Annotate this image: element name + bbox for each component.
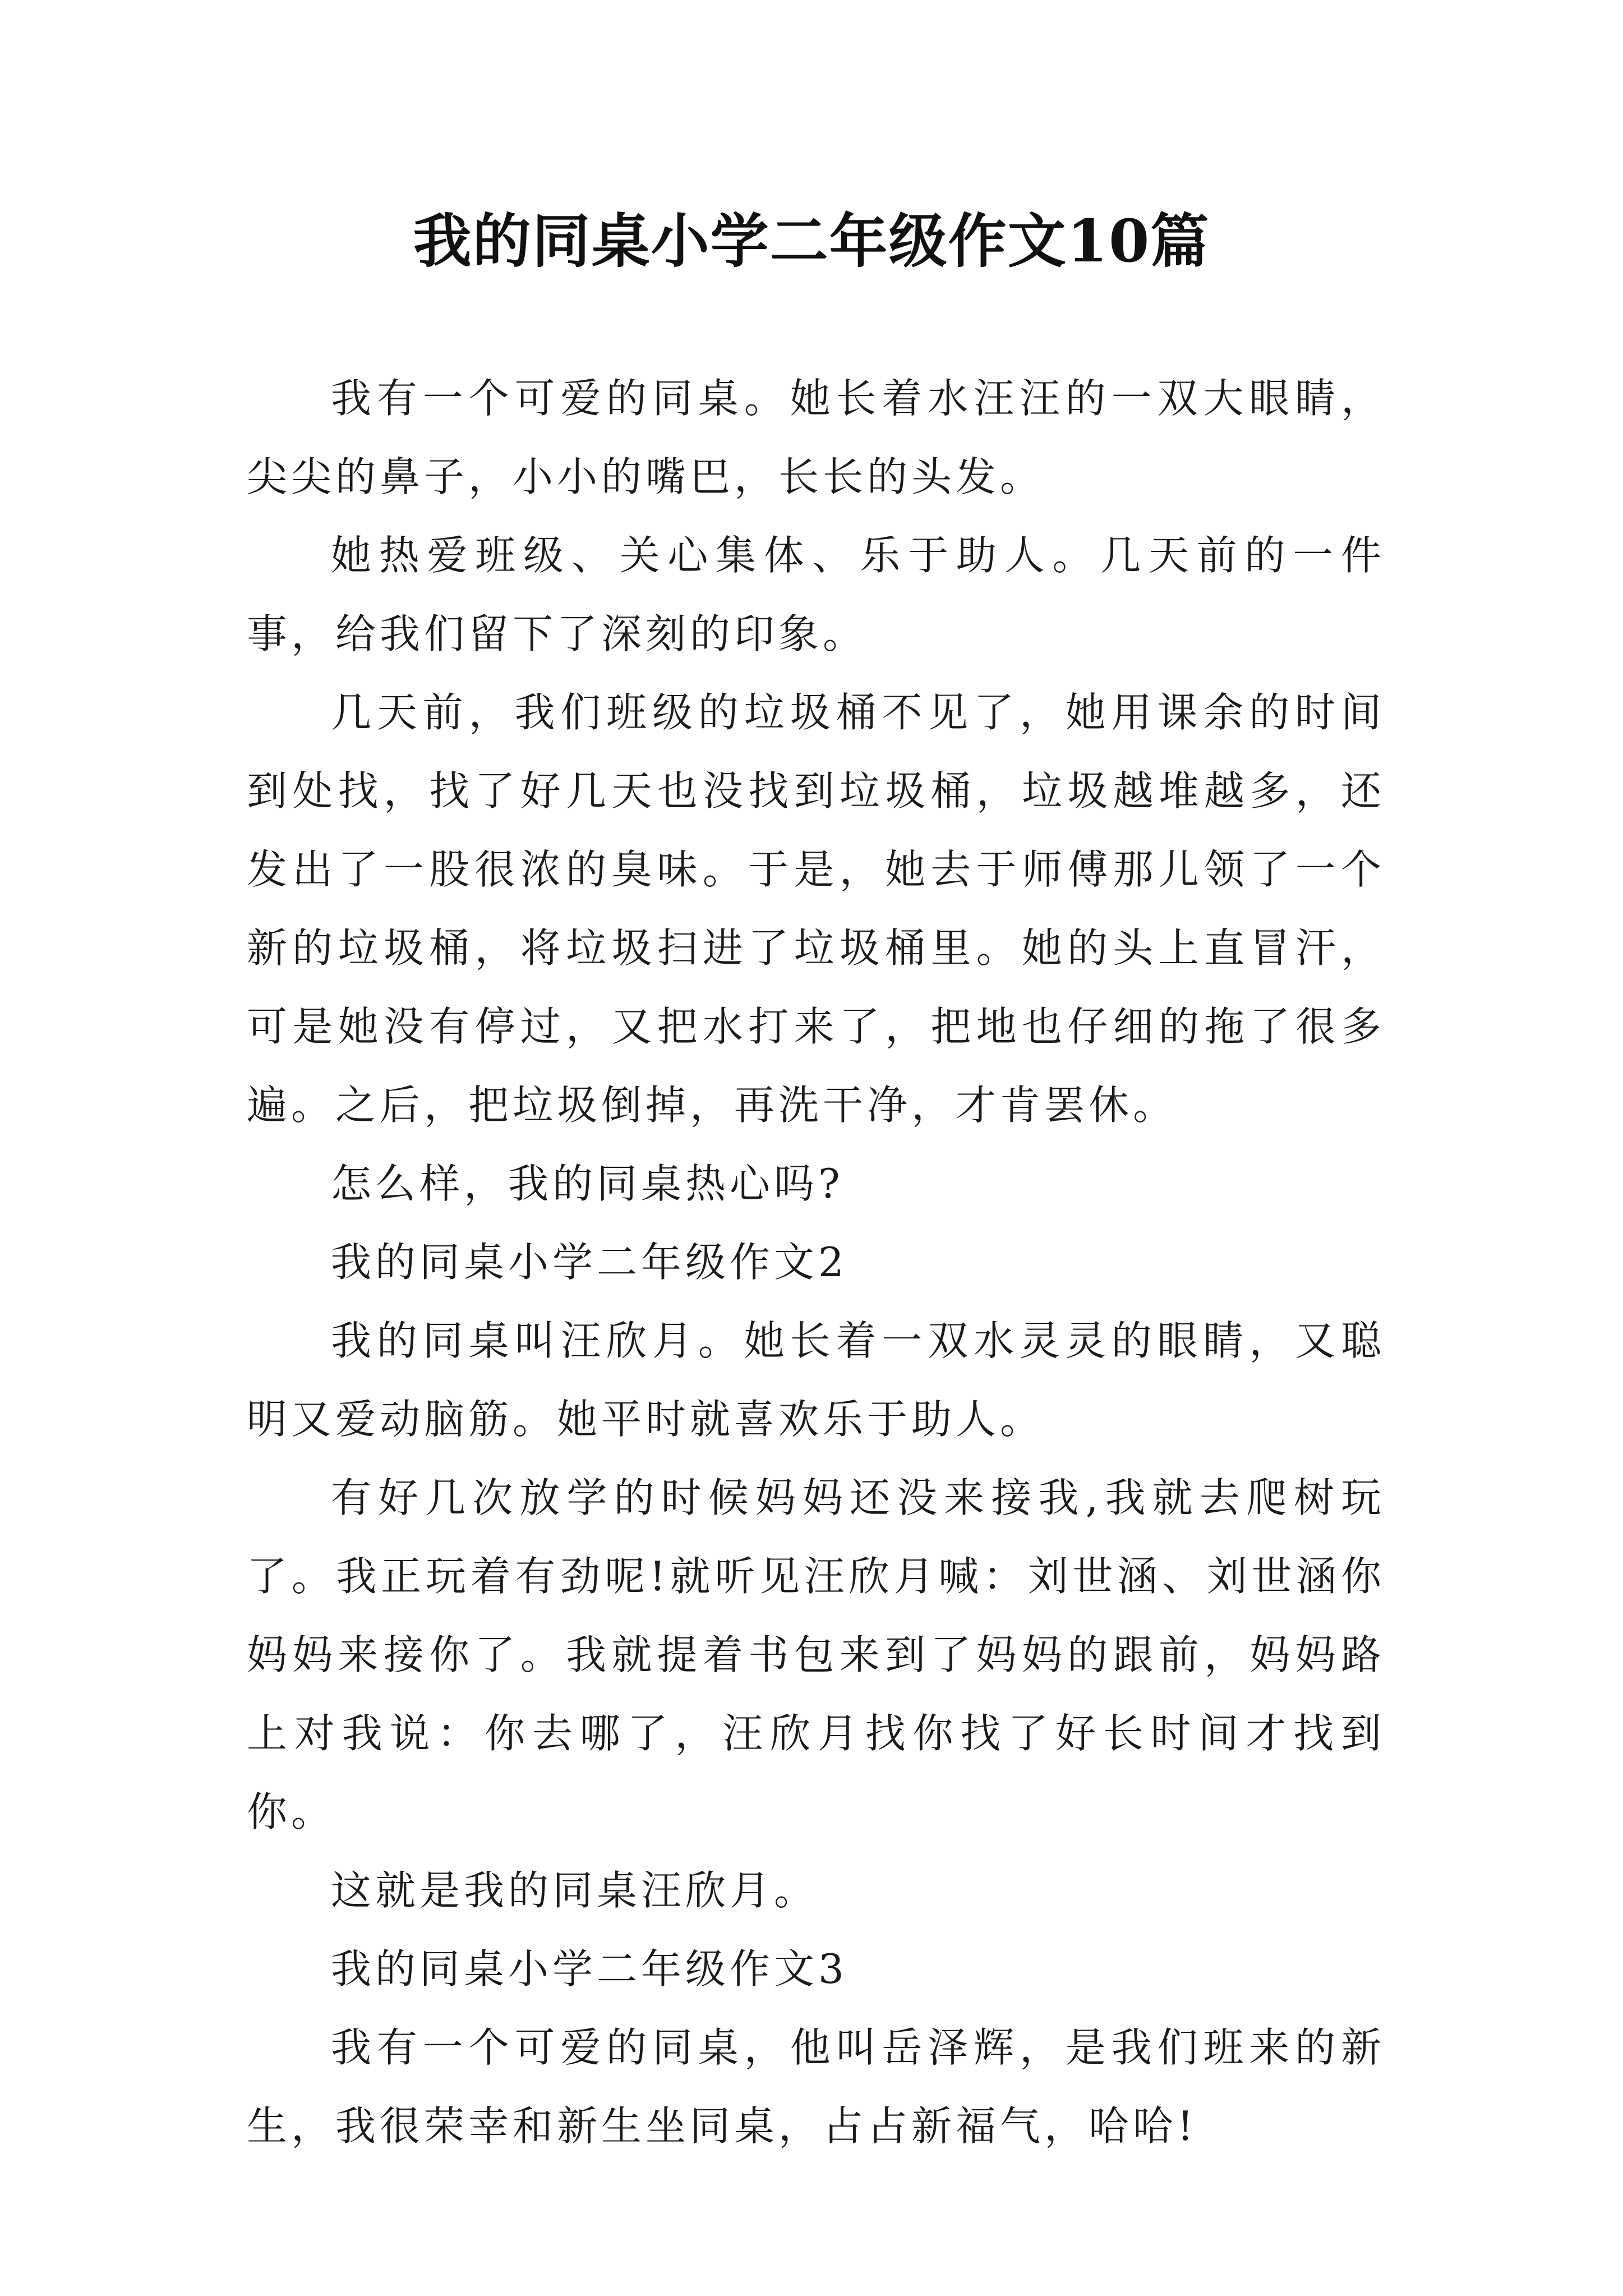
paragraph: 我有一个可爱的同桌，他叫岳泽辉，是我们班来的新生，我很荣幸和新生坐同桌，占占新福气，哈哈!	[247, 2024, 1385, 2150]
paragraph: 我有一个可爱的同桌。她长着水汪汪的一双大眼睛，尖尖的鼻子，小小的嘴巴，长长的头发。	[247, 375, 1385, 500]
document-title: 我的同桌小学二年级作文10篇	[413, 206, 1210, 275]
paragraph: 怎么样，我的同桌热心吗?	[331, 1160, 844, 1207]
document-body	[247, 359, 1385, 2165]
paragraph: 有好几次放学的时候妈妈还没来接我,我就去爬树玩了。我正玩着有劲呢!就听见汪欣月喊：刘世涵、刘世涵你妈妈来接你了。我就提着书包来到了妈妈的跟前，妈妈路上对我说：你去哪了，汪欣月找你找了好长时间才找到你。	[247, 1474, 1385, 1835]
paragraph: 我的同桌叫汪欣月。她长着一双水灵灵的眼睛，又聪明又爱动脑筋。她平时就喜欢乐于助人。	[247, 1317, 1385, 1443]
paragraph: 这就是我的同桌汪欣月。	[331, 1867, 819, 1914]
section-heading: 我的同桌小学二年级作文3	[331, 1945, 848, 1993]
section-heading: 我的同桌小学二年级作文2	[331, 1239, 848, 1286]
paragraph: 几天前，我们班级的垃圾桶不见了，她用课余的时间到处找，找了好几天也没找到垃圾桶，垃圾越堆越多，还发出了一股很浓的臭味。于是，她去于师傅那儿领了一个新的垃圾桶，将垃圾扫进了垃圾桶里。她的头上直冒汗，可是她没有停过，又把水打来了，把地也仔细的拖了很多遍。之后，把垃圾倒掉，再洗干净，才肯罢休。	[247, 689, 1385, 1129]
paragraph: 她热爱班级、关心集体、乐于助人。几天前的一件事，给我们留下了深刻的印象。	[247, 532, 1385, 657]
